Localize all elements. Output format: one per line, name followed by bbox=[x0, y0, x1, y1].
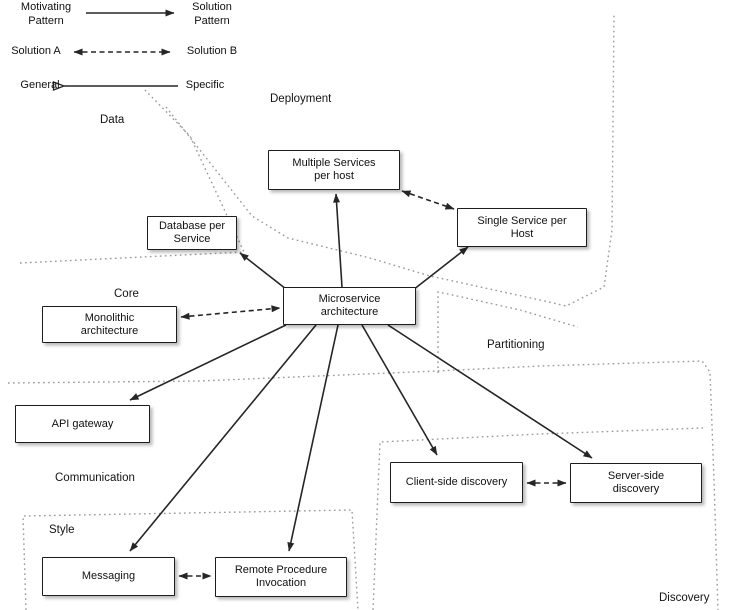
node-label: architecture bbox=[80, 324, 139, 337]
region-label-style: Style bbox=[49, 524, 75, 536]
legend-row-2-right-label bbox=[176, 79, 234, 93]
node-label: Database per bbox=[158, 220, 226, 232]
node-monolithic-architecture bbox=[42, 306, 177, 343]
legend-label-line: Solution A bbox=[11, 45, 61, 57]
node-single-service-per-host bbox=[457, 208, 587, 247]
region-label-partitioning: Partitioning bbox=[487, 339, 545, 351]
region-label-discovery: Discovery bbox=[659, 592, 710, 604]
node-label: Host bbox=[510, 227, 534, 240]
node-microservice-architecture bbox=[283, 287, 416, 325]
node-remote-procedure-invocation bbox=[215, 557, 347, 597]
legend-label-line: Solution B bbox=[186, 45, 238, 57]
edge-microservice-architecture-to-messaging bbox=[130, 325, 316, 551]
edge-monolithic-architecture-to-microservice-architecture bbox=[181, 308, 280, 317]
node-label: Multiple Services bbox=[292, 157, 376, 169]
node-label: Single Service per bbox=[477, 214, 567, 227]
legend-label-line: General bbox=[20, 79, 60, 91]
node-label: Microservice bbox=[318, 293, 381, 305]
node-label: discovery bbox=[612, 483, 660, 495]
node-server-side-discovery bbox=[570, 463, 702, 503]
region-label-core: Core bbox=[114, 288, 139, 300]
node-client-side-discovery bbox=[390, 462, 523, 503]
node-label: Monolithic bbox=[84, 311, 135, 324]
node-label: Server-side bbox=[607, 470, 665, 482]
region-label-communication: Communication bbox=[55, 472, 135, 484]
legend-row-2-left-label bbox=[12, 79, 68, 93]
node-api-gateway bbox=[15, 405, 150, 443]
legend-row-0-left-label bbox=[12, 1, 80, 28]
legend-label-line: Pattern bbox=[194, 14, 230, 27]
edge-microservice-architecture-to-single-service-per-host bbox=[413, 247, 468, 290]
edge-multiple-services-per-host-to-single-service-per-host bbox=[402, 191, 454, 209]
legend-row-1-left-label bbox=[4, 45, 68, 59]
node-label: Invocation bbox=[255, 577, 307, 589]
node-label: Service bbox=[173, 233, 211, 245]
edge-microservice-architecture-to-multiple-services-per-host bbox=[336, 194, 342, 287]
edge-microservice-architecture-to-remote-procedure-invocation bbox=[289, 325, 338, 551]
node-label: Remote Procedure bbox=[234, 564, 328, 576]
legend-label-line: Specific bbox=[185, 79, 225, 91]
legend-label-line: Pattern bbox=[28, 14, 64, 27]
legend-row-0-right-label bbox=[180, 1, 244, 28]
legend-row-1-right-label bbox=[180, 45, 244, 59]
legend-label-line: Solution bbox=[192, 1, 232, 13]
region-boundary-discovery-region bbox=[373, 428, 703, 610]
region-boundary-partitioning-region bbox=[438, 292, 578, 373]
edge-microservice-architecture-to-client-side-discovery bbox=[362, 325, 437, 455]
region-label-deployment: Deployment bbox=[270, 93, 332, 105]
node-database-per-service bbox=[147, 216, 237, 250]
node-label: per host bbox=[314, 170, 354, 182]
region-label-data: Data bbox=[100, 114, 125, 126]
node-label: Messaging bbox=[81, 570, 136, 582]
node-label: API gateway bbox=[51, 417, 114, 430]
node-multiple-services-per-host bbox=[268, 150, 400, 190]
legend-label-line: Motivating bbox=[20, 1, 72, 13]
node-messaging bbox=[42, 557, 175, 596]
node-label: Client-side discovery bbox=[405, 476, 508, 488]
node-label: architecture bbox=[320, 306, 379, 318]
edge-microservice-architecture-to-database-per-service bbox=[240, 253, 286, 289]
